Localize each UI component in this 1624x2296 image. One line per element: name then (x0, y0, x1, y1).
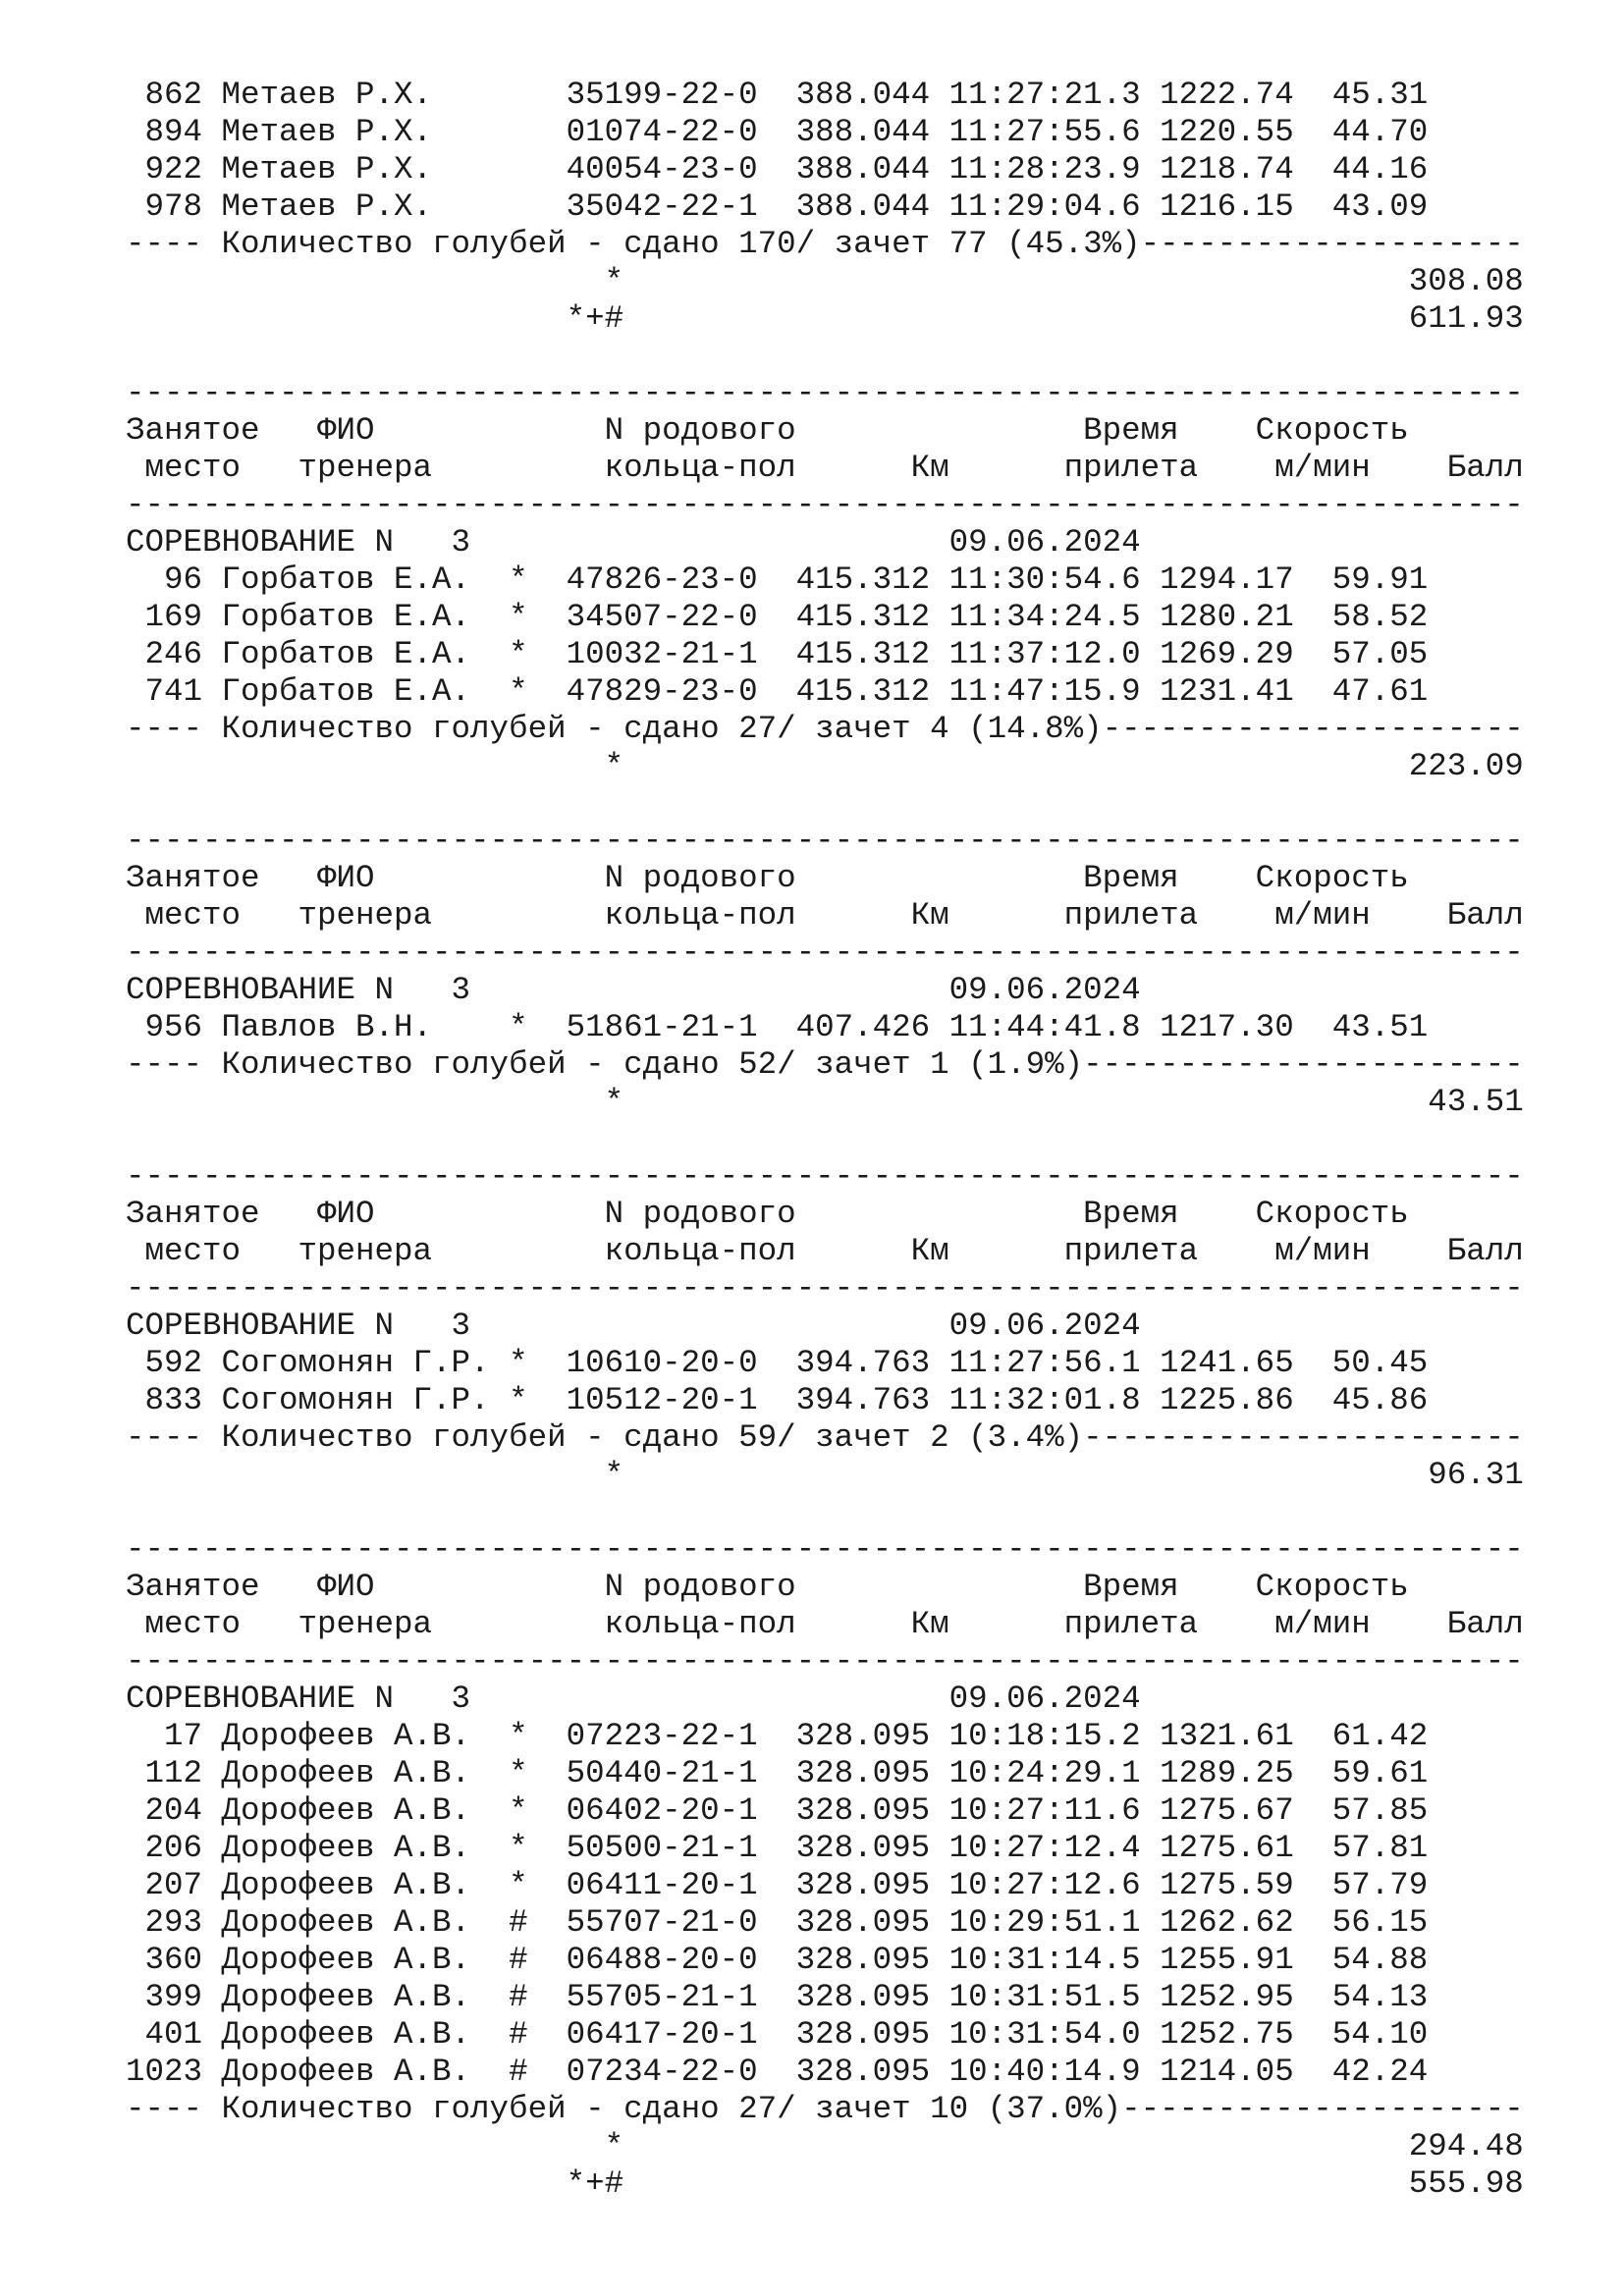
divider: ------------------------------------------------------------------------- (126, 1158, 1524, 1195)
competition-heading: СОРЕВНОВАНИЕ N 3 09.06.2024 (126, 524, 1524, 561)
column-header-line-2: место тренера кольца-пол Км прилета м/мин Балл (126, 1606, 1524, 1642)
divider: ------------------------------------------------------------------------- (126, 823, 1524, 859)
table-row: 206 Дорофеев А.В. * 50500-21-1 328.095 10:27:12.4 1275.61 57.81 (126, 1830, 1429, 1866)
spacer (126, 1494, 1524, 1531)
table-row: 169 Горбатов Е.А. * 34507-22-0 415.312 11:34:24.5 1280.21 58.52 (126, 599, 1429, 635)
table-row: 741 Горбатов Е.А. * 47829-23-0 415.312 11:47:15.9 1231.41 47.61 (126, 673, 1429, 710)
table-row: 401 Дорофеев А.В. # 06417-20-1 328.095 10:31:54.0 1252.75 54.10 (126, 2016, 1429, 2053)
divider: ------------------------------------------------------------------------- (126, 375, 1524, 411)
column-header-line-1: Занятое ФИО N родового Время Скорость (126, 1196, 1524, 1232)
total-line: * 96.31 (126, 1457, 1524, 1493)
divider: ------------------------------------------------------------------------- (126, 487, 1524, 523)
pigeon-count-summary: ---- Количество голубей - сдано 59/ зачет 2 (3.4%)----------------------- (126, 1419, 1524, 1456)
divider: ------------------------------------------------------------------------- (126, 1270, 1524, 1307)
table-row: 833 Согомонян Г.Р. * 10512-20-1 394.763 11:32:01.8 1225.86 45.86 (126, 1382, 1429, 1418)
total-line: *+# 555.98 (126, 2165, 1524, 2202)
table-row: 112 Дорофеев А.В. * 50440-21-1 328.095 10:24:29.1 1289.25 59.61 (126, 1755, 1429, 1791)
table-row: 922 Метаев Р.Х. 40054-23-0 388.044 11:28:23.9 1218.74 44.16 (126, 151, 1429, 187)
table-row: 592 Согомонян Г.Р. * 10610-20-0 394.763 11:27:56.1 1241.65 50.45 (126, 1345, 1429, 1381)
total-line: * 294.48 (126, 2128, 1524, 2164)
table-row: 956 Павлов В.Н. * 51861-21-1 407.426 11:44:41.8 1217.30 43.51 (126, 1009, 1429, 1045)
spacer (126, 1121, 1524, 1158)
column-header-line-1: Занятое ФИО N родового Время Скорость (126, 1569, 1524, 1605)
pigeon-count-summary: ---- Количество голубей - сдано 27/ зачет 10 (37.0%)--------------------- (126, 2091, 1524, 2127)
total-line: * 223.09 (126, 748, 1524, 784)
total-line: * 308.08 (126, 263, 1524, 299)
column-header-line-2: место тренера кольца-пол Км прилета м/мин Балл (126, 450, 1524, 486)
table-row: 894 Метаев Р.Х. 01074-22-0 388.044 11:27:55.6 1220.55 44.70 (126, 114, 1429, 150)
table-row: 246 Горбатов Е.А. * 10032-21-1 415.312 11:37:12.0 1269.29 57.05 (126, 636, 1429, 672)
column-header-line-2: место тренера кольца-пол Км прилета м/мин Балл (126, 1233, 1524, 1269)
total-line: *+# 611.93 (126, 300, 1524, 337)
table-row: 96 Горбатов Е.А. * 47826-23-0 415.312 11:30:54.6 1294.17 59.91 (126, 561, 1429, 598)
column-header-line-1: Занятое ФИО N родового Время Скорость (126, 860, 1524, 896)
column-header-line-1: Занятое ФИО N родового Время Скорость (126, 412, 1524, 449)
table-row: 978 Метаев Р.Х. 35042-22-1 388.044 11:29:04.6 1216.15 43.09 (126, 188, 1429, 225)
total-line: * 43.51 (126, 1084, 1524, 1120)
table-row: 862 Метаев Р.Х. 35199-22-0 388.044 11:27:21.3 1222.74 45.31 (126, 77, 1429, 113)
table-row: 360 Дорофеев А.В. # 06488-20-0 328.095 10:31:14.5 1255.91 54.88 (126, 1942, 1429, 1978)
table-row: 17 Дорофеев А.В. * 07223-22-1 328.095 10:18:15.2 1321.61 61.42 (126, 1718, 1429, 1754)
divider: ------------------------------------------------------------------------- (126, 1531, 1524, 1568)
table-row: 1023 Дорофеев А.В. # 07234-22-0 328.095 10:40:14.9 1214.05 42.24 (126, 2054, 1429, 2090)
pigeon-count-summary: ---- Количество голубей - сдано 27/ зачет 4 (14.8%)---------------------- (126, 711, 1524, 747)
results-document (126, 77, 1524, 2203)
table-row: 293 Дорофеев А.В. # 55707-21-0 328.095 10:29:51.1 1262.62 56.15 (126, 1904, 1429, 1941)
table-row: 207 Дорофеев А.В. * 06411-20-1 328.095 10:27:12.6 1275.59 57.79 (126, 1867, 1429, 1903)
table-row: 204 Дорофеев А.В. * 06402-20-1 328.095 10:27:11.6 1275.67 57.85 (126, 1792, 1429, 1829)
pigeon-count-summary: ---- Количество голубей - сдано 52/ зачет 1 (1.9%)----------------------- (126, 1046, 1524, 1083)
divider: ------------------------------------------------------------------------- (126, 934, 1524, 971)
spacer (126, 785, 1524, 823)
column-header-line-2: место тренера кольца-пол Км прилета м/мин Балл (126, 897, 1524, 934)
spacer (126, 338, 1524, 375)
table-row: 399 Дорофеев А.В. # 55705-21-1 328.095 10:31:51.5 1252.95 54.13 (126, 1979, 1429, 2015)
pigeon-count-summary: ---- Количество голубей - сдано 170/ зачет 77 (45.3%)-------------------- (126, 226, 1524, 262)
divider: ------------------------------------------------------------------------- (126, 1643, 1524, 1680)
competition-heading: СОРЕВНОВАНИЕ N 3 09.06.2024 (126, 1681, 1524, 1717)
competition-heading: СОРЕВНОВАНИЕ N 3 09.06.2024 (126, 972, 1524, 1008)
competition-heading: СОРЕВНОВАНИЕ N 3 09.06.2024 (126, 1308, 1524, 1344)
